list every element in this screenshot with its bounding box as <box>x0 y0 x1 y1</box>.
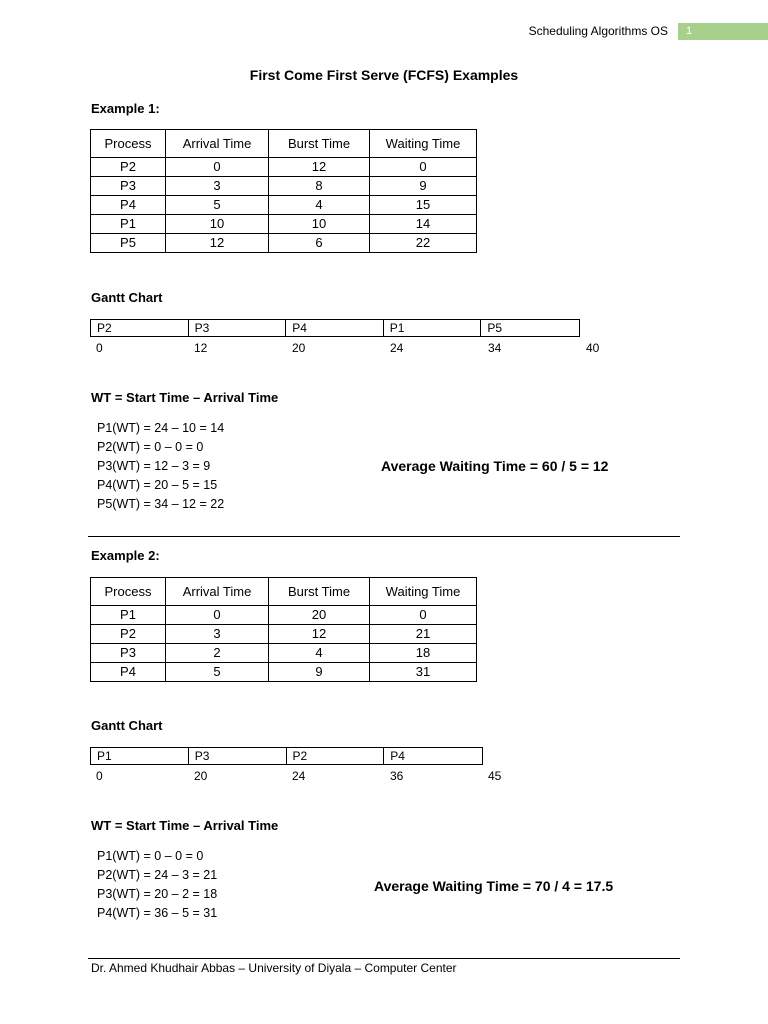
gantt-tick: 24 <box>390 341 404 355</box>
table-row <box>91 196 477 215</box>
table-cell: 8 <box>269 177 370 196</box>
wt-line: P1(WT) = 0 – 0 = 0 <box>97 849 204 863</box>
gantt-tick: 20 <box>292 341 306 355</box>
gantt-block: P4 <box>286 320 384 336</box>
example2-table <box>90 577 477 682</box>
table-cell: 22 <box>370 234 477 253</box>
header-burst-time: Burst Time <box>269 578 370 606</box>
table-row <box>91 158 477 177</box>
table-cell: P1 <box>91 215 166 234</box>
example2-gantt-chart <box>90 747 483 765</box>
header-process: Process <box>91 578 166 606</box>
table-cell: 4 <box>269 196 370 215</box>
table-cell: 31 <box>370 663 477 682</box>
header-waiting-time: Waiting Time <box>370 578 477 606</box>
table-cell: 3 <box>166 177 269 196</box>
gantt-tick: 45 <box>488 769 502 783</box>
header-waiting-time: Waiting Time <box>370 130 477 158</box>
example1-wt-list <box>97 419 224 514</box>
header-arrival-time: Arrival Time <box>166 578 269 606</box>
table-cell: 20 <box>269 606 370 625</box>
table-cell: 0 <box>370 606 477 625</box>
example1-average: Average Waiting Time = 60 / 5 = 12 <box>381 458 609 474</box>
wt-line: P2(WT) = 0 – 0 = 0 <box>97 440 204 454</box>
gantt-tick: 0 <box>96 769 103 783</box>
gantt-block: P5 <box>487 321 503 335</box>
gantt-block: P1 <box>91 748 189 764</box>
table-cell: 18 <box>370 644 477 663</box>
table-row <box>91 625 477 644</box>
table-cell: 14 <box>370 215 477 234</box>
wt-line: P3(WT) = 20 – 2 = 18 <box>97 887 218 901</box>
gantt-block: P1 <box>384 320 482 336</box>
table-cell: 2 <box>166 644 269 663</box>
gantt-block: P4 <box>390 749 405 763</box>
table-cell: P3 <box>91 644 166 663</box>
table-cell: P4 <box>91 663 166 682</box>
table-cell: P5 <box>91 234 166 253</box>
example1-table-body <box>91 158 477 253</box>
example2-wt-list <box>97 847 217 923</box>
table-cell: 10 <box>269 215 370 234</box>
table-cell: 12 <box>269 625 370 644</box>
gantt-tick: 12 <box>194 341 208 355</box>
page-number-badge: 1 <box>678 23 768 40</box>
gantt-block: P3 <box>189 748 287 764</box>
example1-label: Example 1: <box>91 101 160 116</box>
table-cell: 4 <box>269 644 370 663</box>
table-cell: P2 <box>91 625 166 644</box>
gantt-tick: 40 <box>586 341 600 355</box>
gantt-tick: 20 <box>194 769 208 783</box>
gantt-block: P2 <box>91 320 189 336</box>
table-cell: 10 <box>166 215 269 234</box>
wt-line: P3(WT) = 12 – 3 = 9 <box>97 459 211 473</box>
table-cell: 5 <box>166 663 269 682</box>
table-cell: P1 <box>91 606 166 625</box>
example1-wt-formula: WT = Start Time – Arrival Time <box>91 390 279 405</box>
table-cell: 15 <box>370 196 477 215</box>
table-cell: 5 <box>166 196 269 215</box>
document-title: First Come First Serve (FCFS) Examples <box>249 67 519 83</box>
gantt-tick: 36 <box>390 769 404 783</box>
example2-gantt-label: Gantt Chart <box>91 718 163 733</box>
example2-table-body <box>91 606 477 682</box>
header-arrival-time: Arrival Time <box>166 130 269 158</box>
gantt-tick: 34 <box>488 341 502 355</box>
gantt-tick: 24 <box>292 769 306 783</box>
table-row <box>91 644 477 663</box>
footer-divider <box>88 958 680 959</box>
header-process: Process <box>91 130 166 158</box>
example1-gantt-ticks <box>96 341 616 357</box>
gantt-block: P3 <box>189 320 287 336</box>
table-cell: 0 <box>166 158 269 177</box>
table-row <box>91 234 477 253</box>
table-cell: 21 <box>370 625 477 644</box>
footer-text: Dr. Ahmed Khudhair Abbas – University of Diyala – Computer Center <box>91 961 457 975</box>
wt-line: P4(WT) = 36 – 5 = 31 <box>97 906 218 920</box>
table-cell: 3 <box>166 625 269 644</box>
wt-line: P4(WT) = 20 – 5 = 15 <box>97 478 218 492</box>
gantt-block: P2 <box>287 748 385 764</box>
table-cell: 12 <box>269 158 370 177</box>
wt-line: P1(WT) = 24 – 10 = 14 <box>97 421 225 435</box>
table-cell: 0 <box>166 606 269 625</box>
section-divider <box>88 536 680 537</box>
table-cell: P3 <box>91 177 166 196</box>
example2-label: Example 2: <box>91 548 160 563</box>
table-cell: P2 <box>91 158 166 177</box>
table-row <box>91 663 477 682</box>
gantt-tick: 0 <box>96 341 103 355</box>
example1-table <box>90 129 477 253</box>
example2-average: Average Waiting Time = 70 / 4 = 17.5 <box>374 878 614 894</box>
table-cell: 6 <box>269 234 370 253</box>
wt-line: P5(WT) = 34 – 12 = 22 <box>97 497 225 511</box>
wt-line: P2(WT) = 24 – 3 = 21 <box>97 868 218 882</box>
table-cell: 12 <box>166 234 269 253</box>
table-cell: 0 <box>370 158 477 177</box>
table-cell: 9 <box>370 177 477 196</box>
table-cell: 9 <box>269 663 370 682</box>
example2-gantt-ticks <box>96 769 526 785</box>
example1-gantt-label: Gantt Chart <box>91 290 163 305</box>
example2-wt-formula: WT = Start Time – Arrival Time <box>91 818 279 833</box>
header-burst-time: Burst Time <box>269 130 370 158</box>
table-row <box>91 606 477 625</box>
table-row <box>91 177 477 196</box>
example1-gantt-chart <box>90 319 580 337</box>
table-cell: P4 <box>91 196 166 215</box>
table-row <box>91 215 477 234</box>
header-title: Scheduling Algorithms OS <box>528 24 668 38</box>
